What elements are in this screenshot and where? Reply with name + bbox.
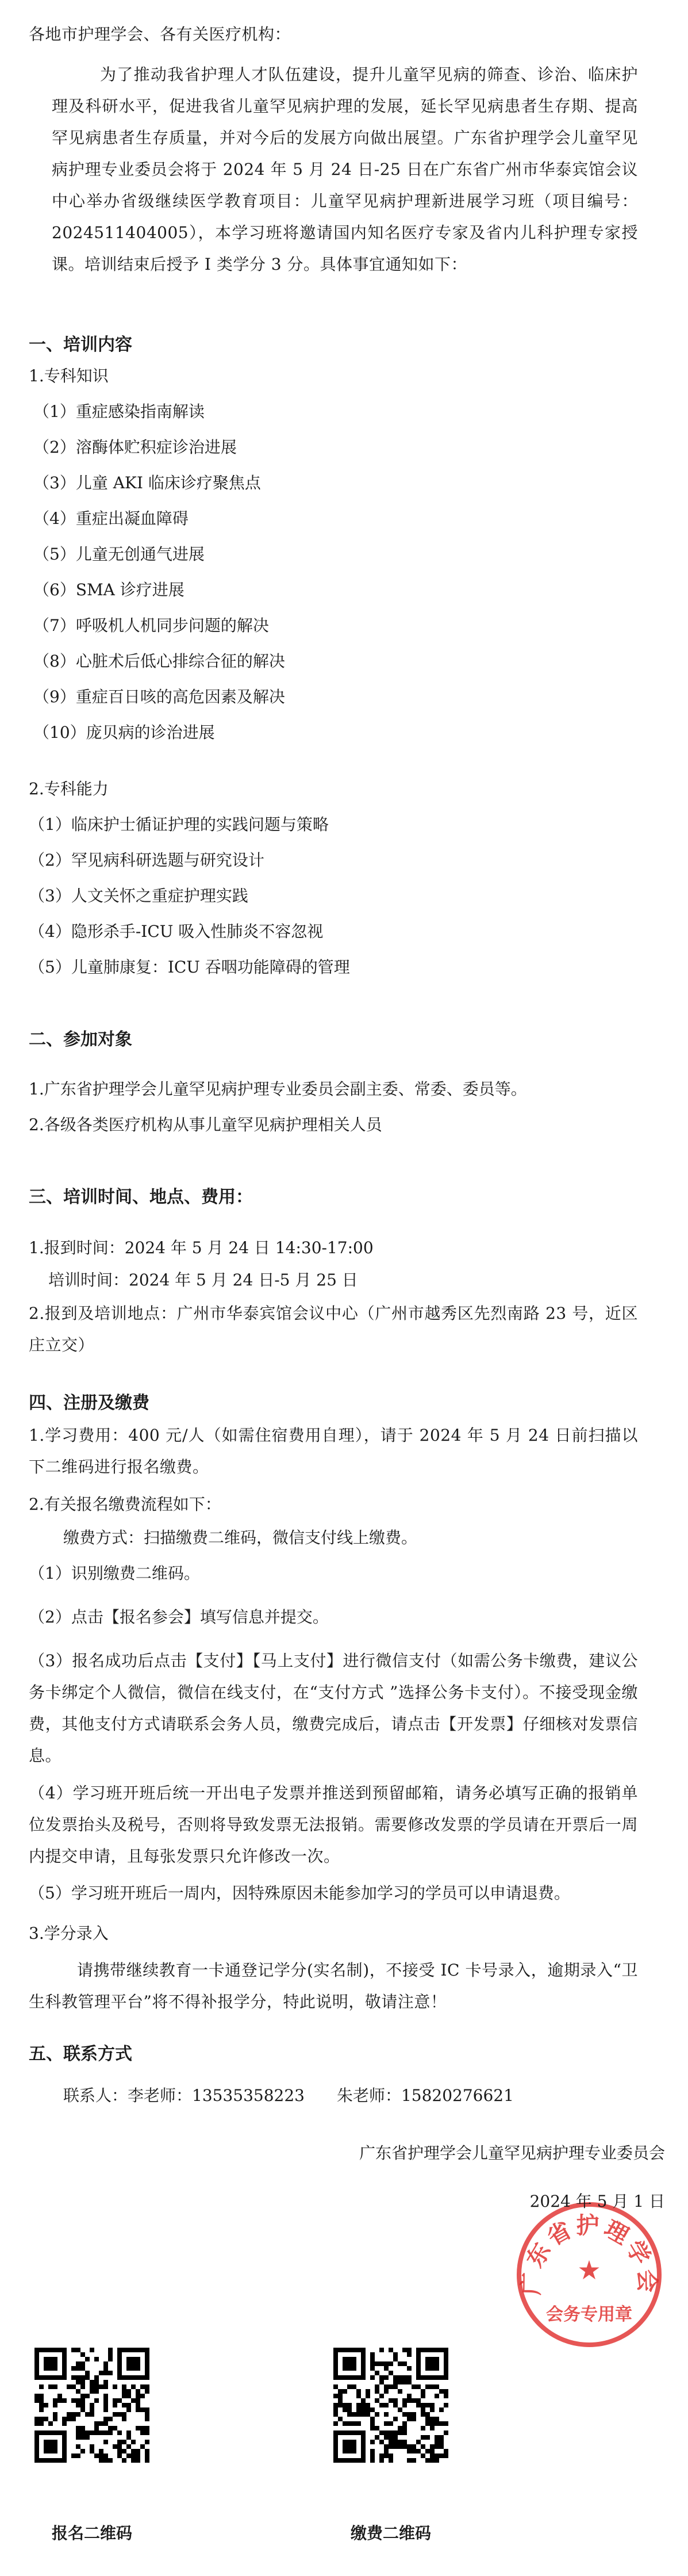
signature-org: 广东省护理学会儿童罕见病护理专业委员会: [359, 2144, 665, 2162]
step-5: （5）学习班开班后一周内，因特殊原因未能参加学习的学员可以申请退费。: [29, 1884, 570, 1903]
list-item: （2）罕见病科研选题与研究设计: [29, 851, 264, 870]
report-time: 1.报到时间：2024 年 5 月 24 日 14:30-17:00: [29, 1238, 374, 1257]
section-1-sub2-title: 2.专科能力: [29, 779, 109, 798]
list-item: （5）儿童无创通气进展: [33, 545, 205, 564]
intro-paragraph: 为了推动我省护理人才队伍建设，提升儿童罕见病的筛查、诊治、临床护理及科研水平，促进我省儿童罕见病护理的发展，延长罕见病患者生存期、提高罕见病患者生存质量，并对今后的发展方向做出展望。广东省护理学会儿童罕见病护理专业委员会将于 2024 年 5 月 24 日-25 日在广东省广州市华泰宾馆会议中心举办省级继续医学教育项目：儿童罕见病护理新进展学习班（项目编号：2024511404005），本学习班将邀请国内知名医疗专家及省内儿科护理专家授课。培训结束后授予 I 类学分 3 分。具体事宜通知如下：: [52, 65, 638, 274]
payment-qr-label: 缴费二维码: [350, 2524, 431, 2543]
list-item: （3）儿童 AKI 临床诊疗聚焦点: [33, 473, 261, 492]
greeting: 各地市护理学会、各有关医疗机构：: [29, 25, 291, 44]
list-item: （6）SMA 诊疗进展: [33, 580, 185, 599]
list-item: （2）溶酶体贮积症诊治进展: [33, 438, 237, 457]
section-1-sub1-title: 1.专科知识: [29, 366, 109, 385]
list-item: 1.广东省护理学会儿童罕见病护理专业委员会副主委、常委、委员等。: [29, 1080, 527, 1098]
section-5-title: 五、联系方式: [29, 2044, 132, 2064]
list-item: （8）心脏术后低心排综合征的解决: [33, 652, 285, 671]
section-2-title: 二、参加对象: [29, 1029, 132, 1050]
section-4-title: 四、注册及缴费: [29, 1393, 149, 1413]
official-seal: [512, 2197, 667, 2352]
section-3-title: 三、培训时间、地点、费用：: [29, 1187, 253, 1207]
step-4: （4）学习班开班后统一开出电子发票并推送到预留邮箱，请务必填写正确的报销单位发票抬头及税号，否则将导致发票无法报销。需要修改发票的学员请在开票后一周内提交申请，且每张发票只允许修改一次。: [29, 1783, 638, 1866]
payment-qr-code[interactable]: [333, 2348, 448, 2463]
list-item: （1）临床护士循证护理的实践问题与策略: [29, 815, 329, 834]
step-1: （1）识别缴费二维码。: [29, 1564, 200, 1583]
seal-text: 广东省护理学会: [518, 2213, 660, 2296]
fee-text: 1.学习费用：400 元/人（如需住宿费用自理），请于 2024 年 5 月 24 日前扫描以下二维码进行报名缴费。: [29, 1426, 638, 1476]
list-item: （5）儿童肺康复：ICU 吞咽功能障碍的管理: [29, 958, 350, 977]
seal-star-icon: ★: [577, 2255, 601, 2286]
pay-method: 缴费方式：扫描缴费二维码，微信支付线上缴费。: [63, 1528, 418, 1547]
credit-text: 请携带继续教育一卡通登记学分(实名制)，不接受 IC 卡号录入，逾期录入“卫生科教管理平台”将不得补报学分，特此说明，敬请注意！: [29, 1961, 638, 2011]
list-item: （7）呼吸机人机同步问题的解决: [33, 616, 269, 635]
train-time: 培训时间：2024 年 5 月 24 日-5 月 25 日: [48, 1270, 358, 1289]
list-item: （1）重症感染指南解读: [33, 402, 205, 421]
register-qr-label: 报名二维码: [51, 2524, 132, 2543]
seal-bottom-text: 会务专用章: [546, 2305, 632, 2325]
contact-info: 联系人：李老师：13535358223 朱老师：15820276621: [63, 2086, 514, 2105]
training-location: 2.报到及培训地点：广州市华泰宾馆会议中心（广州市越秀区先烈南路 23 号，近区庄立交）: [29, 1304, 638, 1354]
flow-title: 2.有关报名缴费流程如下：: [29, 1495, 221, 1514]
list-item: （4）重症出凝血障碍: [33, 509, 189, 528]
section-1-title: 一、培训内容: [29, 335, 132, 355]
list-item: （9）重症百日咳的高危因素及解决: [33, 687, 285, 706]
register-qr-code[interactable]: [34, 2348, 149, 2463]
list-item: （4）隐形杀手-ICU 吸入性肺炎不容忽视: [29, 922, 324, 941]
credit-title: 3.学分录入: [29, 1924, 109, 1943]
signature-date: 2024 年 5 月 1 日: [529, 2192, 665, 2211]
step-2: （2）点击【报名参会】填写信息并提交。: [29, 1607, 329, 1626]
list-item: （10）庞贝病的诊治进展: [33, 723, 215, 742]
step-3: （3）报名成功后点击【支付】【马上支付】进行微信支付（如需公务卡缴费，建议公务卡绑定个人微信，微信在线支付，在“支付方式 ”选择公务卡支付）。不接受现金缴费，其他支付方式请联系会务人员，缴费完成后，请点击【开发票】仔细核对发票信息。: [29, 1651, 638, 1765]
list-item: 2.各级各类医疗机构从事儿童罕见病护理相关人员: [29, 1115, 382, 1134]
list-item: （3）人文关怀之重症护理实践: [29, 886, 248, 905]
